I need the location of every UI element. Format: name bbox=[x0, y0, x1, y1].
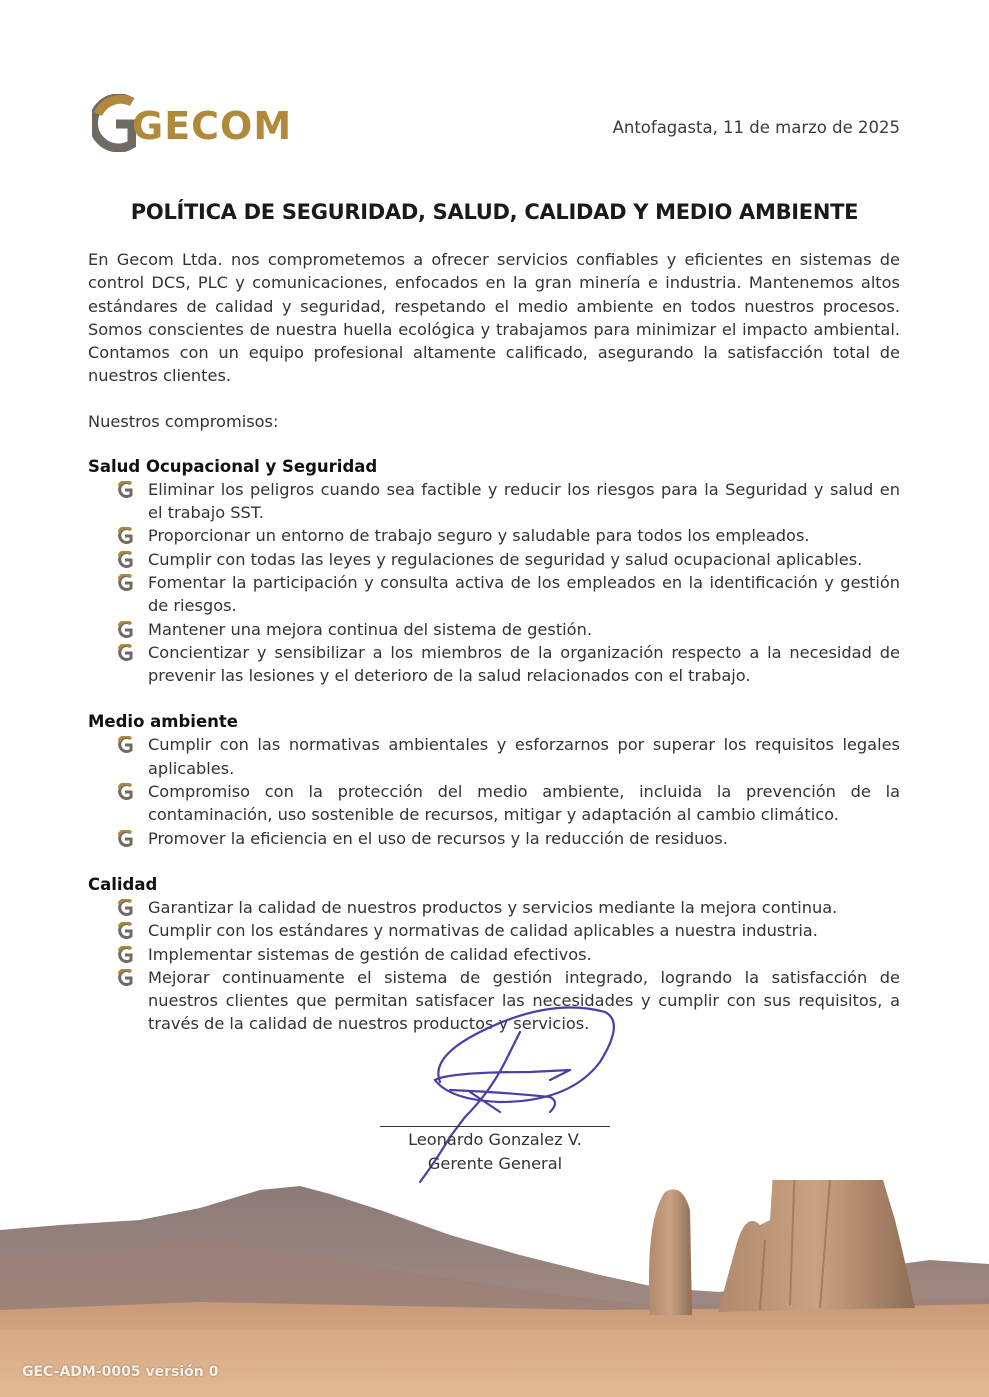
list-item: Eliminar los peligros cuando sea factible y reducir los riesgos para la Seguridad y salud en el trabajo SST. bbox=[88, 478, 900, 525]
bullet-logo-icon bbox=[116, 946, 134, 963]
bullet-logo-icon bbox=[116, 621, 134, 638]
bullet-logo-icon bbox=[116, 644, 134, 661]
list-item: Mejorar continuamente el sistema de gestión integrado, logrando la satisfacción de nuestros clientes que permitan satisfacer las necesidades y cumplir con sus requisitos, a través de la calidad de nuestros productos y servicios. bbox=[88, 966, 900, 1036]
logo-wordmark: GECOM bbox=[132, 104, 293, 148]
section-environment bbox=[88, 710, 900, 849]
bullet-logo-icon bbox=[116, 969, 134, 986]
bullet-logo-icon bbox=[116, 783, 134, 800]
list-item: Concientizar y sensibilizar a los miembros de la organización respecto a la necesidad de prevenir las lesiones y el deterioro de la salud relacionados con el trabajo. bbox=[88, 641, 900, 688]
list-item: Cumplir con los estándares y normativas de calidad aplicables a nuestra industria. bbox=[88, 919, 900, 942]
bullet-logo-icon bbox=[116, 481, 134, 498]
list-item: Cumplir con las normativas ambientales y esforzarnos por superar los requisitos legales aplicables. bbox=[88, 733, 900, 780]
logo-g-icon bbox=[92, 94, 136, 152]
bullet-logo-icon bbox=[116, 899, 134, 916]
page-title: POLÍTICA DE SEGURIDAD, SALUD, CALIDAD Y MEDIO AMBIENTE bbox=[130, 200, 859, 224]
list-item: Cumplir con todas las leyes y regulaciones de seguridad y salud ocupacional aplicables. bbox=[88, 548, 900, 571]
bullet-logo-icon bbox=[116, 574, 134, 591]
bullet-logo-icon bbox=[116, 527, 134, 544]
list-item: Garantizar la calidad de nuestros productos y servicios mediante la mejora continua. bbox=[88, 896, 900, 919]
list-item: Compromiso con la protección del medio ambiente, incluida la prevención de la contaminación, uso sostenible de recursos, mitigar y adaptación al cambio climático. bbox=[88, 780, 900, 827]
policy-body bbox=[88, 248, 900, 1059]
bullet-logo-icon bbox=[116, 830, 134, 847]
document-date: Antofagasta, 11 de marzo de 2025 bbox=[612, 118, 900, 137]
company-logo bbox=[92, 94, 298, 152]
list-item: Fomentar la participación y consulta activa de los empleados en la identificación y gestión de riesgos. bbox=[88, 571, 900, 618]
list-item: Proporcionar un entorno de trabajo seguro y saludable para todos los empleados. bbox=[88, 524, 900, 547]
signature-line bbox=[380, 1126, 610, 1127]
bullet-logo-icon bbox=[116, 922, 134, 939]
section-safety bbox=[88, 455, 900, 688]
list-item: Promover la eficiencia en el uso de recursos y la reducción de residuos. bbox=[88, 827, 900, 850]
intro-paragraph: En Gecom Ltda. nos comprometemos a ofrecer servicios confiables y eficientes en sistemas de control DCS, PLC y comunicaciones, enfocados en la gran minería e industria. Mantenemos altos estándares de calidad y seguridad, respetando el medio ambiente en todos nuestros procesos. Somos conscientes de nuestra huella ecológica y trabajamos para minimizar el impacto ambiental. Contamos con un equipo profesional altamente calificado, asegurando la satisfacción total de nuestros clientes. bbox=[88, 250, 900, 386]
section-title: Calidad bbox=[88, 874, 158, 894]
bullet-logo-icon bbox=[116, 551, 134, 568]
list-item: Implementar sistemas de gestión de calidad efectivos. bbox=[88, 943, 900, 966]
signatory-role: Gerente General bbox=[427, 1154, 563, 1173]
list-item: Mantener una mejora continua del sistema de gestión. bbox=[88, 618, 900, 641]
commitments-label: Nuestros compromisos: bbox=[88, 411, 279, 431]
document-code: GEC-ADM-0005 versión 0 bbox=[22, 1364, 219, 1380]
section-title: Salud Ocupacional y Seguridad bbox=[88, 456, 378, 476]
section-title: Medio ambiente bbox=[88, 712, 238, 732]
bullet-logo-icon bbox=[116, 736, 134, 753]
signatory-name: Leonardo Gonzalez V. bbox=[408, 1130, 582, 1149]
